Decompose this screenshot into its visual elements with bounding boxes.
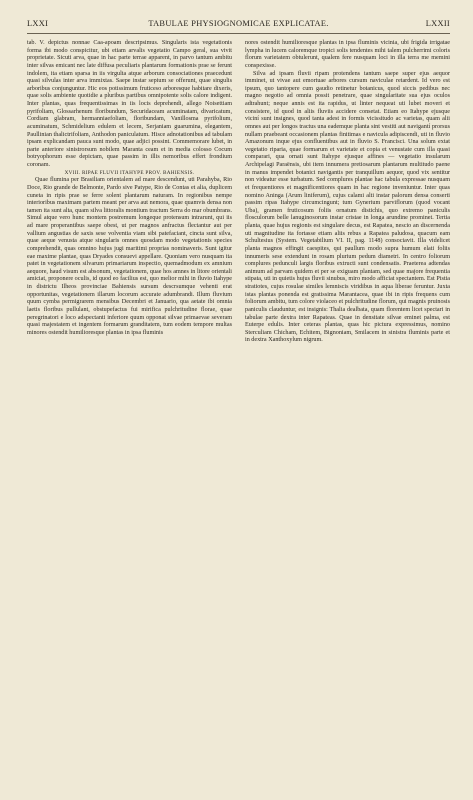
left-paragraph-1: tab. V. depictus nonnae Caa-apoam descripsimus. Singularis ista vegetationis forma ibi modo conspicitur, ubi etiam arvalis vegetatio Campo geral, sua vivit proprietate. Sicuti arva, quae in hac parte terrae apparent, in parvo tantum ambitu inter silvas emicant nec late diffusa peculiaris plantarum formationis prae se ferunt indolem, ita etiam sparsa in iis virgulta atque arborum consociationes praecedunt quasi silvulas inter arva immixtas. Saepe instar sepium se offerunt, quae singulis arboribus conjunguntur. Hic eos potissimum fruticeso arboresque habitare dixeris, quae solis ambiente quotidie a pluribus partibus omnipotente solis calore indigent. Inter plantas, quas frequentissimas in iis locis deprehendi, allego Noisettiam pyrifoliam, Glossarhenum floribundum, Securidaceam acuminatam, divaricatum, Cordiam glabram, hermanniaefoliam, floribundam, Vanillosma pyrifolium, acuminatum, Schmidelium edulem et lecem, Serjaniam guarumina, elegantem, Paullinian thalictrifoliam, Anthodon paniculatum. Hisce adnotationibus ad tabulam ipsam explicandam pauca sunt modo, quae adjici possint. Commemorare lubet, in parte anteriore sinistrorsum nobilem Maranta ceam et in media colosso Cocum botryophorum esse depictam, quae passim in illis nemoribus effert frondium coronam. <box>27 40 232 168</box>
left-paragraph-2: Quae flumina per Brasiliam orientalem ad mare descendunt, uti Parahyba, Rio Doce, Rio grande de Belmonte, Pardo sive Patype, Rio de Contas et alia, duplicem cuneta in ripis prae se ferre solent plantarum naturam. In regionibus nempe interioribus maximam partem meant per arva aut nemora, quae quamvis densa non tamen ita sunt alta, quam silva littoralis montium tractum Serra do mar obumbrans. Simul atque vero hunc montem postremum longeque protensum intrarunt, qui iis ad mare properantibus saepe obest, ut per magnos anfractus flectantur aut per vallium angustias de saxis sese volventia viam sibi patefaciant, cincta sunt silva, quae aeque venusta atque singularis omnes quosdam modo vegetationis species comprehendit, quas omnino hujus jugi maritimi proprias nominaveris. Sunt igitur eae maxime plantae, quas Dryades consuevi appellare. Quoniam vero nusquam ita patet in vegetationem silvarum primariarum inspectio, quemadmodum ex amnium aequore, haud visum est absonum, vegetationem, quae hos amnes in litore orientali amiciat, proponere oculis, id quod eo facilius est, quo melior mihi in fluvio Itahype in districtu Ilheos provinciae Bahiensis sursum descrsumque vehenti erat opportunitas, vegetationem illarum locorum accurate adumbrandi. Illum fluvium quum cymba permigrarem mensibus Decembri et Januario, qua aetate ibi omnia laetis floribus pullulant, obstupefactus fui mirifica pulchritudine florae, quae peregrinatori e loco adspectanti inferiore quum opponat silvae primaevae severam quasi majestatem et ingentem formarum granditatem, tum eodem tempore multas minores ostendit humilioresque plantas in ipsa fluminis <box>27 177 232 336</box>
header-rule <box>27 33 450 34</box>
left-column <box>27 40 232 337</box>
section-title: XVIII. RIPAE FLUVII ITAHYPE PROV. BAHIENSIS. <box>64 169 195 176</box>
page-number-left: LXXI <box>27 19 49 28</box>
page-header <box>27 19 450 33</box>
right-column <box>245 40 450 345</box>
page-number-right: LXXII <box>425 19 450 28</box>
running-title: TABULAE PHYSIOGNOMICAE EXPLICATAE. <box>148 19 329 28</box>
right-paragraph-2: Silva ad ipsam fluvii ripam protendens tantum saepe super ejus aequor imminet, ut vivae aut emortuae arbores cursum naviculae retardent. Id vero est ipsum, quo tantopere cum gaudio retinetur botanicus, quod siccis pedibus nec magno negotio ad omnia possit penetrare, quae singularitate sua ejus oculos adtrahunt; neque annis est ita rapidus, ut linter nequeat uti lubet moveri et consistere, id quod in aliis fluviis accidere consetat. Etiam eo Itahype ejusque viciní sunt insignes, quod tanta adest in formis vicissitudo ac varietas, quam alii omnes aut per longos tractus una eademque planta sint vestiti aut navigantí prorsus nullam praebeant occasionem plantas finitimas e navicula adipiscendi, uti in fluvio Amazonum inque ejus confluentibus aut in fluvio S. Francisci. Una solum extat vegetatio riparia, quae formarum et varietate et copia et venustate cum illa quasi comparari, qua ornati sunt Itahype ejusque affines — vegetatio insularum Archipelagi Paraënsis, ubi item innumera pretiosarum plantarum multitudo paene in manus impendet botanici navigantis per tranquillum aequor, quod vix sentitur non videatur esse turbatum. Sed complures plantae hac tabula expressae nusquam et frequentiores et magnificentiores quam in hac regione inveniuntur. Inter quas nomino Aninga (Arum liniferum), cujus calami alti instar palorum densa conserti passim ripas Itahype circumcingunt; tum Gynerium parviflorum (quod vocant Uba), gramen fruticosum foliis ornatum distichis, quo extremo paniculis flosculorum belle lanuginosorum instar cristae in longa arundine prominet. Tertia planta, quae hujus regionis est singulare decus, est Rapatea, nescio an discernenda uti magnitudine ita fortasse etiam aliis rebus a Rapatea paludosa, quacum eam Schultesius (System. Vegetabilium VI. II, pag. 1148) consociavit. Illa videlicet planta magnos effingit caespites, qui paullum modo supra humum elati foliis innumeris sese extendunt in rosam plurium pedum diametri. In centro foliorum complures pedunculi largis floribus extructi sunt condensatis. Praeterea adtendas animum ad parvam quidem et per se exiguam plantam, sed quae majore frequentia stipata, uti in quietis hujus fluvii sinubus, miro modo afficiat spectantem. Est Pistia stratiotes, cujus rosulae similes lemniscis viridibus in aqua liberae feruntur. Juxta istas plantas ponenda est gratissima Marantacea, quae ibi in ripis frequens cum foliorum ambitu, tum colore violaceo et pulchritudine florum, qui magnis pruinosis paniculis clauduntur, est insignis: Thalia dealbata, quam florentem licet spectari in tabulae parte dextra inter Rapateas. Quae in densitate silvae eminet palma, est Euterpe edulis. Inter ceteras plantas, quas hic pictura expressimus, nomino Sterculiam Chicham, Echitem, Bignoniam, Smilacem in sinistra fluminis parte et in dextra Xanthoxylum nigrum. <box>245 70 450 344</box>
right-paragraph-1: nores ostendit humilioresque plantas in ipsa fluminis vicinia, ubi frigida irrigatae lympha in lucem caloremque tropici solis tendentes mihi talem pulcherrimi coloris florum varietatem obtulerunt, qualem fere nusquam loci in illa terra me memini conspexisse. <box>245 40 450 69</box>
